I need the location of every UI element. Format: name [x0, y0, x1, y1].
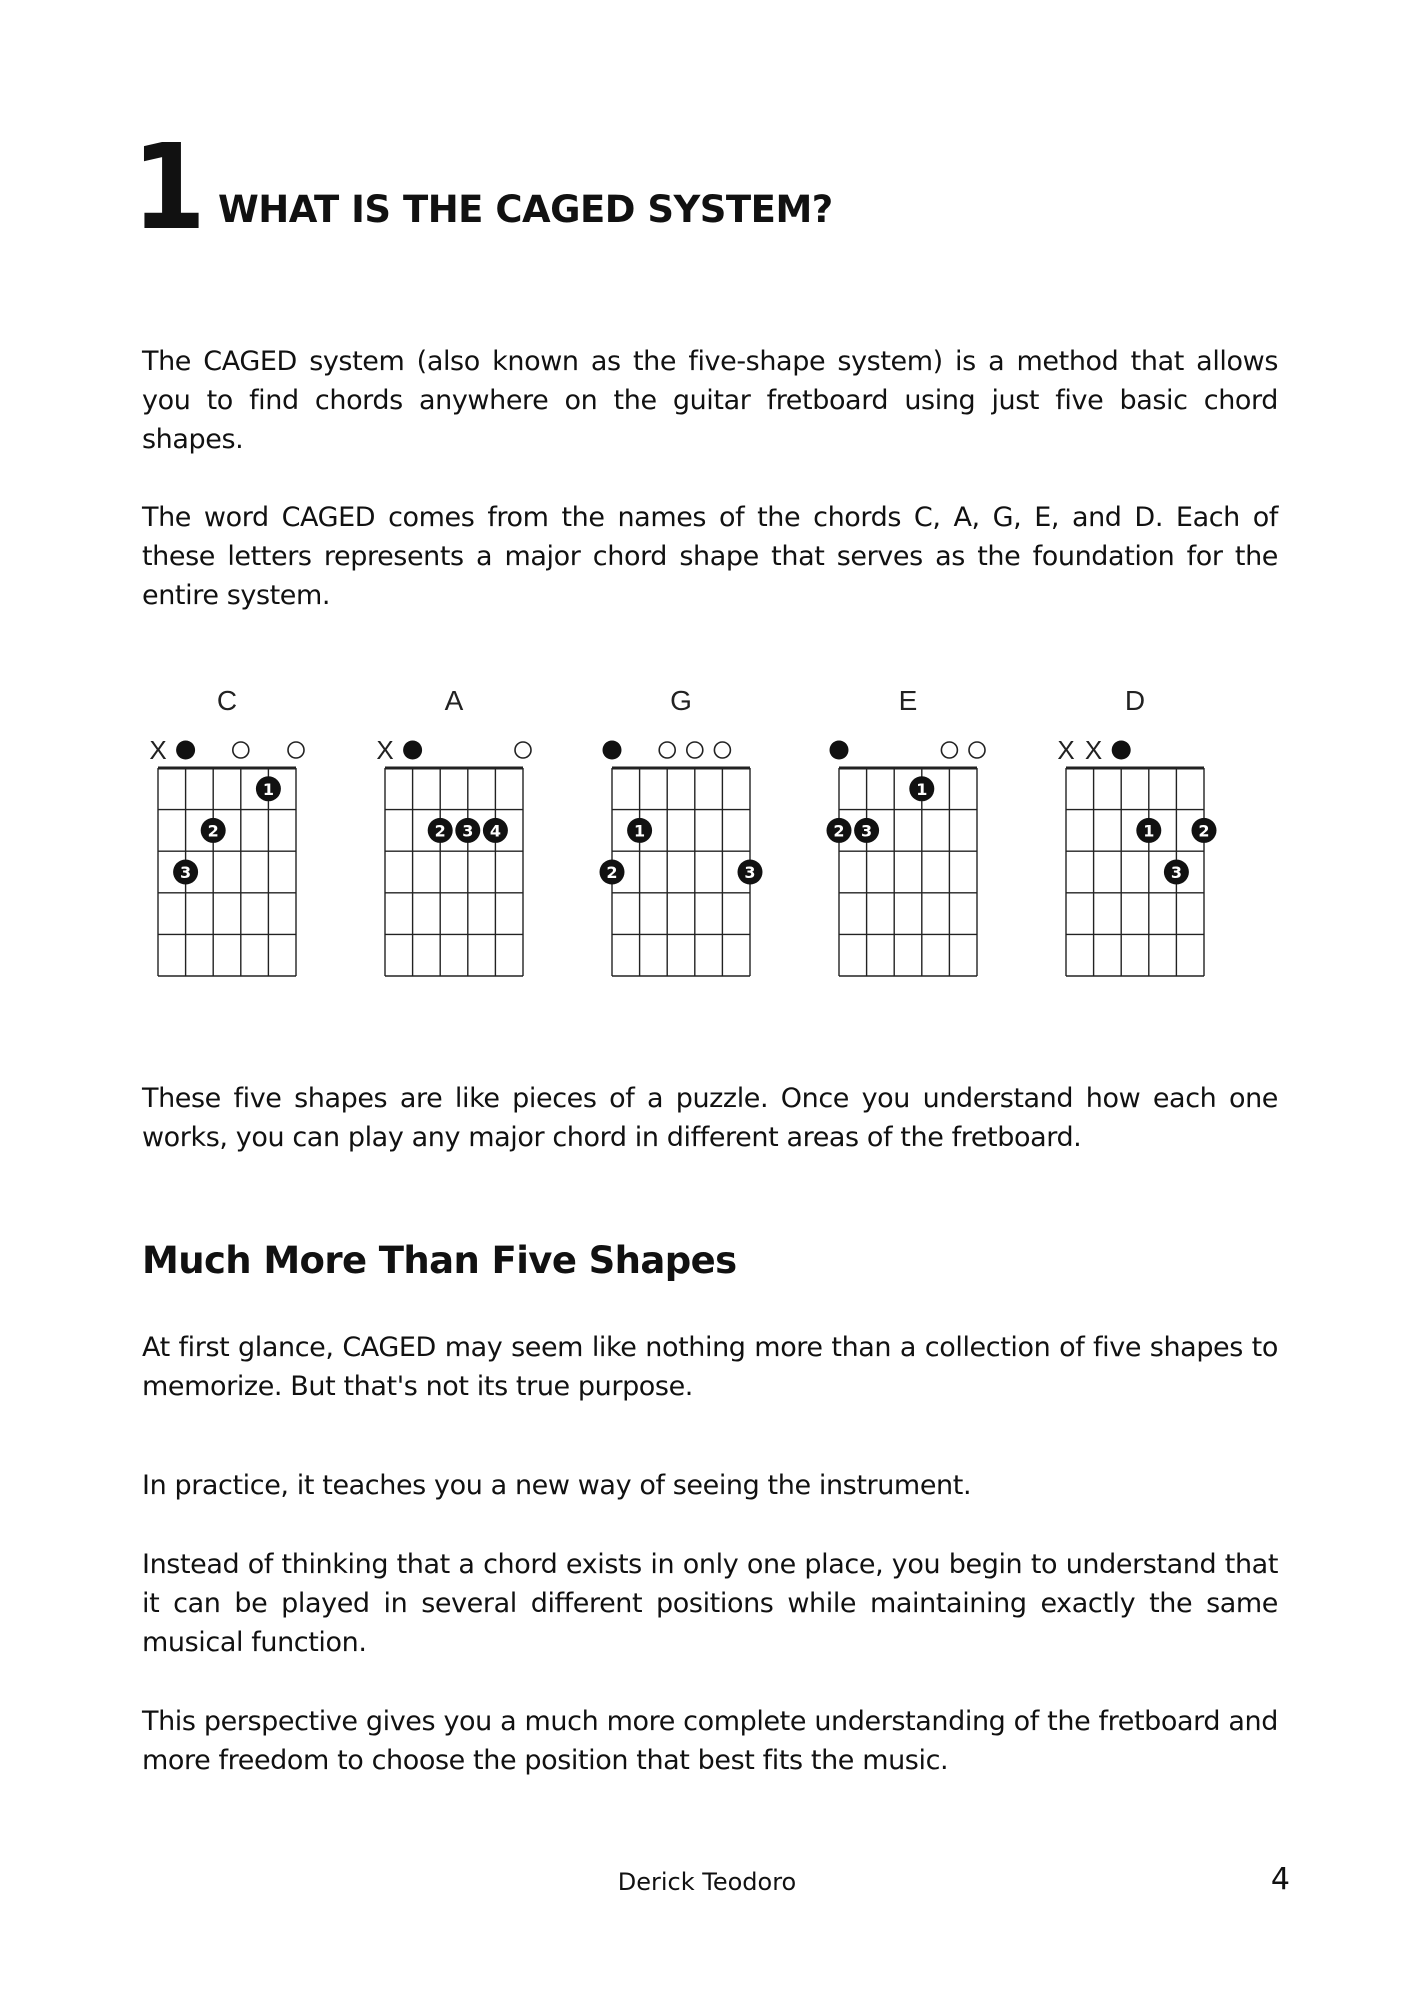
chord-diagram-e [827, 685, 986, 976]
finger-number: 3 [1170, 863, 1182, 882]
finger-number: 3 [861, 821, 873, 841]
intro-paragraph-1: The CAGED system (also known as the five-shape system) is a method that allows you to find chords anywhere on the guitar fretboard using just five basic chord shapes. [142, 346, 1278, 455]
open-string-icon [969, 742, 985, 758]
chapter-number: 1 [132, 118, 203, 256]
chord-name: A [444, 685, 464, 716]
chord-name: D [1124, 685, 1146, 716]
muted-string-mark: X [149, 735, 167, 765]
chord-diagrams [130, 680, 1280, 1000]
finger-number: 2 [434, 821, 446, 841]
open-string-icon [714, 742, 730, 758]
section-paragraph-2: In practice, it teaches you a new way of seeing the instrument. [142, 1470, 972, 1501]
chord-diagram-a [376, 685, 531, 976]
finger-number: 2 [207, 821, 219, 841]
section-paragraph-1: At first glance, CAGED may seem like nothing more than a collection of five shapes to memorize. But that's not its true purpose. [142, 1332, 1278, 1402]
chord-name: E [898, 685, 918, 716]
finger-number: 1 [262, 779, 274, 799]
intro-paragraph-2: The word CAGED comes from the names of the chords C, A, G, E, and D. Each of these letters represents a major chord shape that serves as the foundation for the entire system. [142, 502, 1278, 611]
finger-number: 3 [180, 863, 192, 882]
section-heading: Much More Than Five Shapes [142, 1239, 737, 1282]
open-string-icon [515, 742, 531, 758]
root-note-icon [830, 741, 849, 760]
chord-name: G [670, 685, 692, 716]
finger-number: 1 [634, 821, 646, 841]
finger-number: 2 [1198, 821, 1210, 841]
section-paragraph-4: This perspective gives you a much more complete understanding of the fretboard and more freedom to choose the position that best fits the music. [142, 1706, 1278, 1776]
muted-string-mark: X [376, 735, 394, 765]
section-paragraph-3: Instead of thinking that a chord exists in only one place, you begin to understand that it can be played in several different positions while maintaining exactly the same musical function. [142, 1549, 1278, 1658]
open-string-icon [659, 742, 675, 758]
root-note-icon [1112, 741, 1131, 760]
chord-name: C [216, 685, 238, 716]
finger-number: 3 [744, 863, 756, 882]
finger-number: 2 [833, 821, 845, 841]
muted-string-mark: X [1057, 735, 1075, 765]
page-number: 4 [1270, 1862, 1290, 1897]
chord-diagram-g [600, 685, 763, 976]
finger-number: 3 [462, 821, 474, 841]
root-note-icon [603, 741, 622, 760]
finger-number: 4 [489, 821, 501, 841]
finger-number: 1 [1143, 821, 1155, 841]
muted-string-mark: X [1084, 735, 1103, 765]
footer-author: Derick Teodoro [617, 1868, 797, 1896]
finger-number: 2 [606, 863, 618, 882]
chapter-title: WHAT IS THE CAGED SYSTEM? [218, 188, 833, 231]
open-string-icon [687, 742, 703, 758]
finger-number: 1 [916, 779, 928, 799]
root-note-icon [176, 741, 195, 760]
open-string-icon [288, 742, 304, 758]
chord-diagram-d [1057, 685, 1216, 976]
chord-diagram-c [149, 685, 304, 976]
root-note-icon [403, 741, 422, 760]
open-string-icon [941, 742, 957, 758]
open-string-icon [233, 742, 249, 758]
diagram-caption-paragraph: These five shapes are like pieces of a puzzle. Once you understand how each one works, you can play any major chord in different areas of the fretboard. [142, 1083, 1278, 1153]
